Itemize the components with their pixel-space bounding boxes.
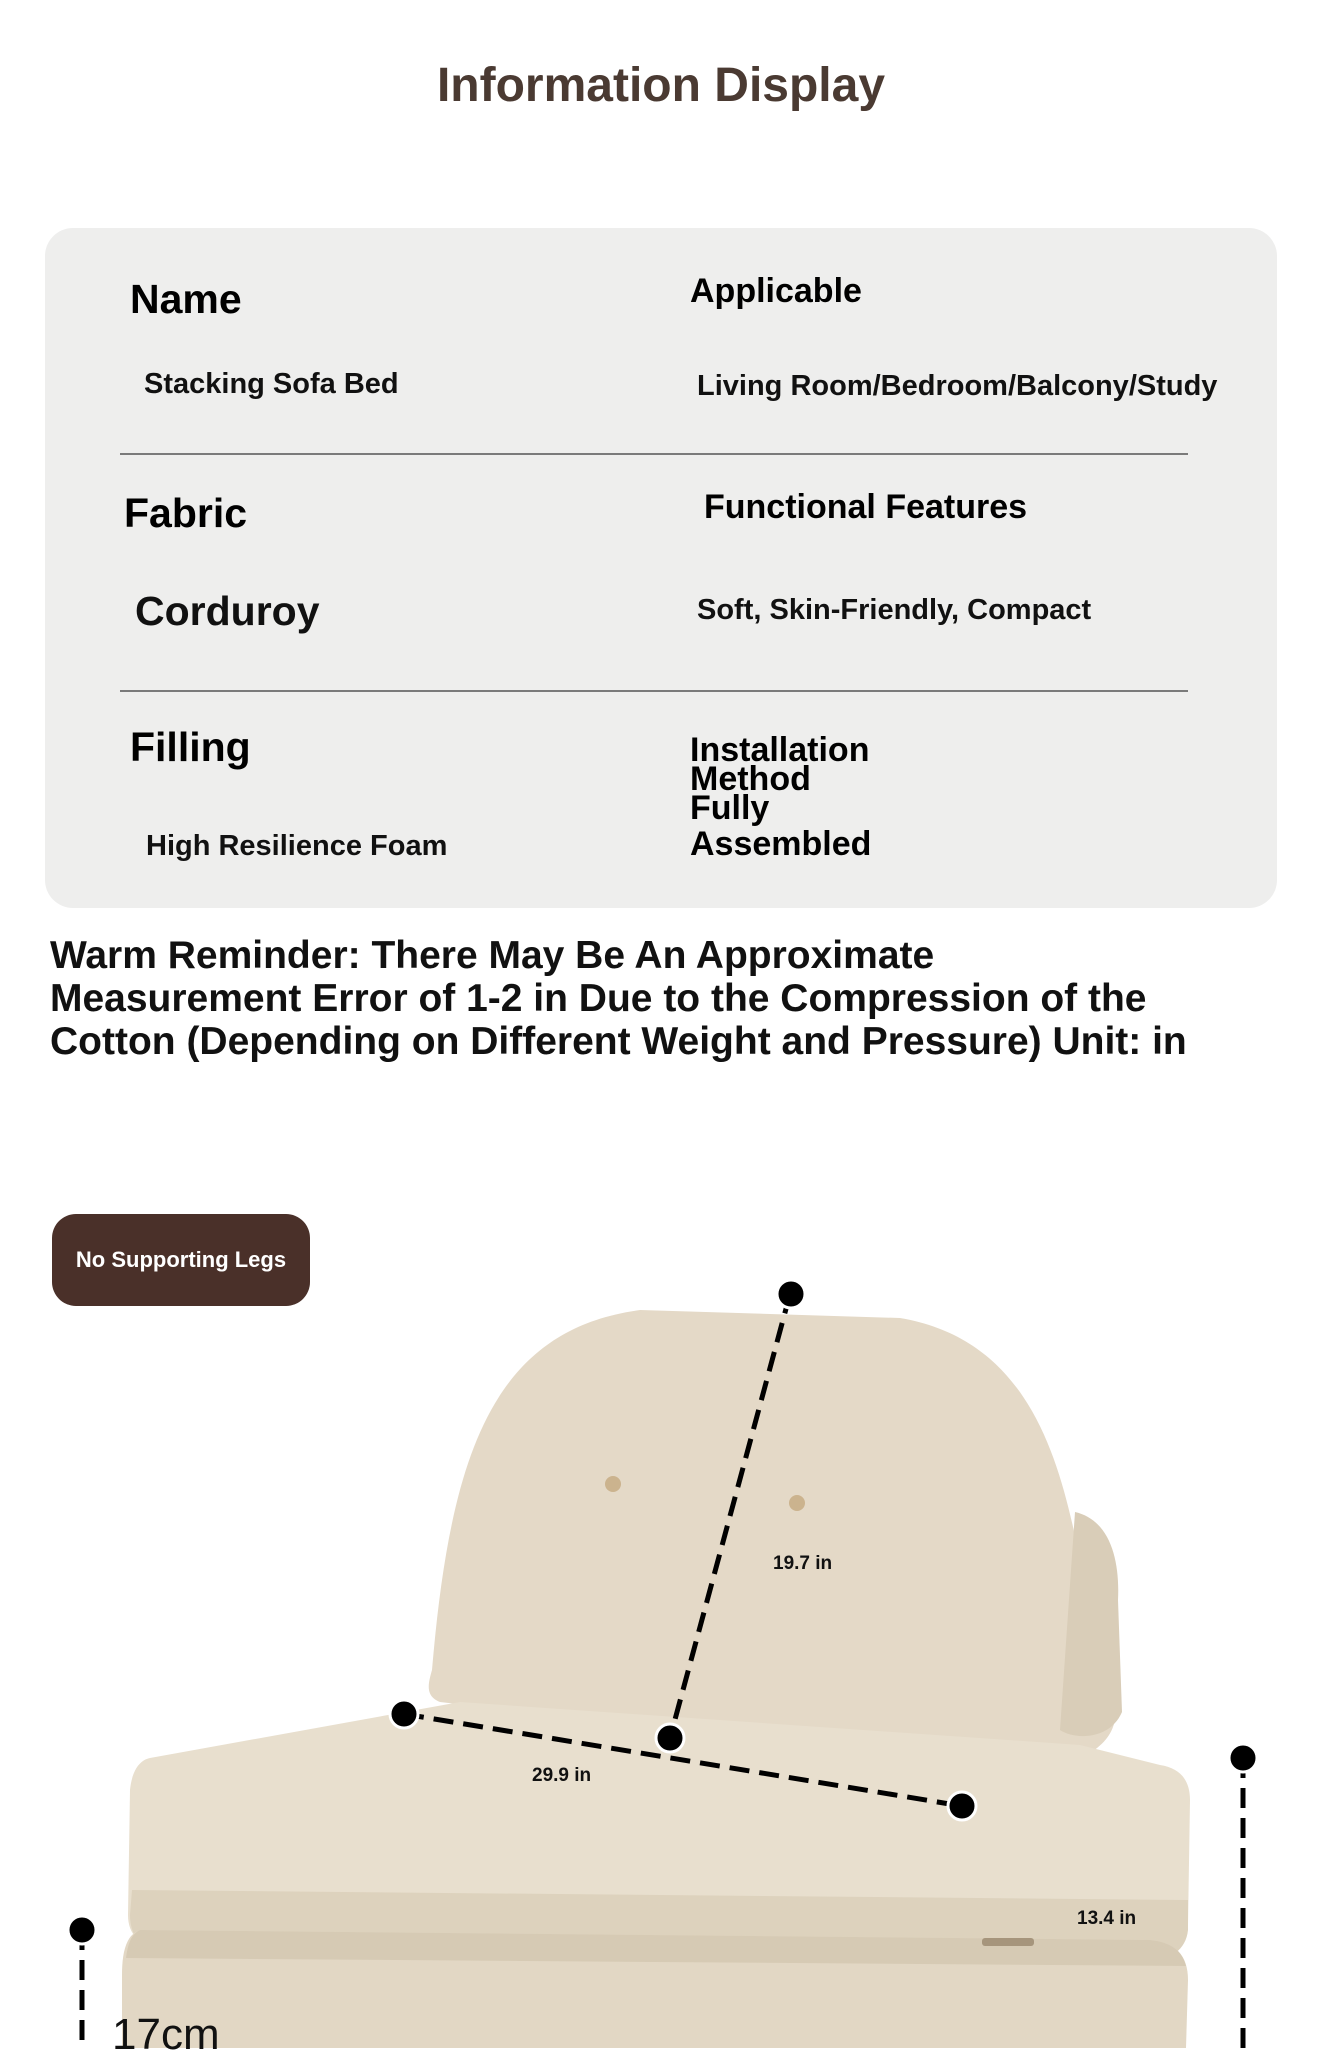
install-value-line: Assembled <box>690 825 872 863</box>
divider <box>120 453 1188 455</box>
fabric-value: Corduroy <box>135 588 320 634</box>
backrest-height-label: 19.7 in <box>773 1553 833 1574</box>
install-value <box>690 790 871 862</box>
install-label <box>690 731 870 798</box>
applicable-value: Living Room/Bedroom/Balcony/Study <box>697 370 1218 402</box>
reminder-line: Cotton (Depending on Different Weight and Pressure) Unit: in <box>50 1020 1187 1063</box>
seat-width-label: 29.9 in <box>532 1765 592 1786</box>
name-label: Name <box>130 276 242 322</box>
name-value: Stacking Sofa Bed <box>144 368 399 400</box>
partial-cm-label: 17cm <box>112 2010 220 2059</box>
install-label-line: Method <box>690 760 811 798</box>
features-label: Functional Features <box>704 488 1028 526</box>
zipper-tab <box>982 1938 1034 1946</box>
reminder-line: Warm Reminder: There May Be An Approximate <box>50 934 935 977</box>
applicable-label: Applicable <box>690 272 862 310</box>
warm-reminder <box>50 934 1210 1063</box>
no-legs-badge: No Supporting Legs <box>52 1214 310 1306</box>
page-title: Information Display <box>436 59 886 112</box>
spec-card <box>45 228 1277 908</box>
backrest-cushion <box>429 1310 1116 1772</box>
fabric-label: Fabric <box>124 490 248 536</box>
install-label-line: Installation <box>690 731 870 769</box>
tuft-button <box>605 1476 621 1492</box>
filling-value: High Resilience Foam <box>146 830 448 862</box>
reminder-line: Measurement Error of 1-2 in Due to the Compression of the <box>50 977 1147 1020</box>
install-value-line: Fully <box>690 789 770 827</box>
filling-label: Filling <box>130 724 251 770</box>
tuft-button <box>789 1495 805 1511</box>
features-value: Soft, Skin-Friendly, Compact <box>697 594 1092 626</box>
seat-depth-label: 13.4 in <box>1077 1908 1137 1929</box>
divider <box>120 690 1188 692</box>
